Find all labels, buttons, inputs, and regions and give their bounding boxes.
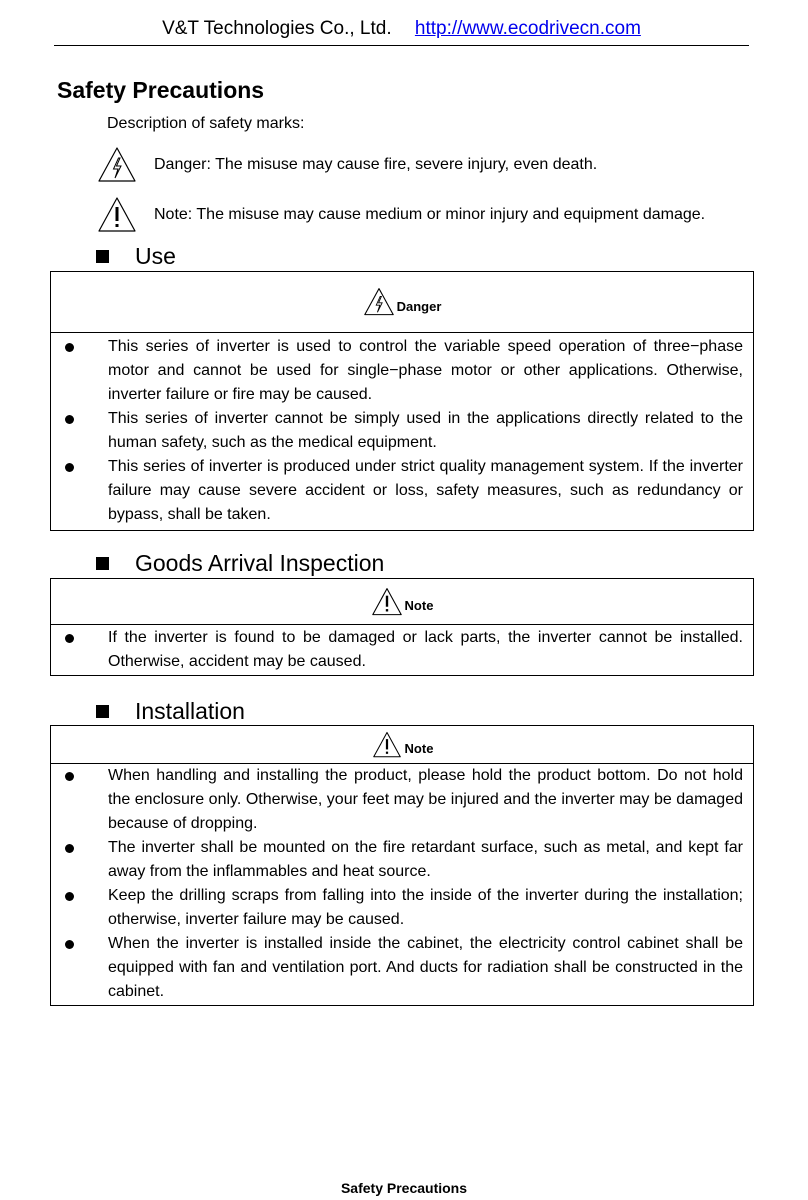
danger-mark-text: Danger: The misuse may cause fire, severe injury, even death. <box>154 156 598 173</box>
box-label: Note <box>404 741 434 756</box>
bullet-icon <box>65 940 74 949</box>
section-heading-installation <box>96 698 245 725</box>
goods-arrival-list <box>51 625 753 675</box>
bullet-icon <box>65 463 74 472</box>
goods-arrival-note-box <box>50 578 754 676</box>
box-header <box>51 272 753 333</box>
list-item <box>51 407 753 455</box>
list-item <box>51 932 753 1004</box>
use-list <box>51 333 753 530</box>
section-title: Installation <box>135 698 245 724</box>
note-mark-text: Note: The misuse may cause medium or minor injury and equipment damage. <box>154 206 706 223</box>
page-header <box>54 14 749 46</box>
list-item-text: When the inverter is installed inside the cabinet, the electricity control cabinet shall be equipped with fan and ventilation port. And ducts for radiation shall be constructed in the cabinet. <box>108 935 743 1000</box>
exclamation-warning-icon <box>371 587 403 617</box>
bullet-icon <box>65 844 74 853</box>
list-item-text: When handling and installing the product, please hold the product bottom. Do not hold the enclosure only. Otherwise, your feet may be injured and the inverter may be damaged because of dropping. <box>108 767 743 832</box>
bullet-icon <box>65 772 74 781</box>
bullet-icon <box>65 892 74 901</box>
list-item-text: This series of inverter cannot be simply used in the applications directly related to the human safety, such as the medical equipment. <box>108 410 743 451</box>
list-item <box>51 626 753 674</box>
square-bullet-icon <box>96 557 109 570</box>
use-danger-box <box>50 271 754 531</box>
installation-list <box>51 764 753 1005</box>
box-label: Note <box>404 598 434 613</box>
safety-marks-description: Description of safety marks: <box>107 115 305 132</box>
section-title: Use <box>135 243 176 269</box>
square-bullet-icon <box>96 250 109 263</box>
bullet-icon <box>65 634 74 643</box>
list-item <box>51 335 753 407</box>
high-voltage-warning-icon <box>363 287 395 317</box>
box-label: Danger <box>396 298 442 314</box>
section-heading-goods-arrival <box>96 550 384 577</box>
high-voltage-warning-icon <box>97 146 137 184</box>
list-item-text: The inverter shall be mounted on the fire retardant surface, such as metal, and kept far away from the inflammables and heat source. <box>108 839 743 880</box>
exclamation-warning-icon <box>371 731 403 759</box>
bullet-icon <box>65 343 74 352</box>
danger-mark-legend <box>97 145 598 185</box>
section-title: Goods Arrival Inspection <box>135 550 385 576</box>
exclamation-warning-icon <box>97 196 137 234</box>
company-name: V&T Technologies Co., Ltd. <box>162 18 392 39</box>
installation-note-box <box>50 725 754 1006</box>
section-heading-use <box>96 243 176 270</box>
list-item-text: If the inverter is found to be damaged or lack parts, the inverter cannot be installed. Otherwise, accident may be caused. <box>108 629 743 670</box>
square-bullet-icon <box>96 705 109 718</box>
list-item-text: This series of inverter is used to control the variable speed operation of three−phase motor and cannot be used for single−phase motor or other applications. Otherwise, inverter failure or fire may be caused. <box>108 338 743 403</box>
website-link[interactable]: http://www.ecodrivecn.com <box>414 18 641 39</box>
bullet-icon <box>65 415 74 424</box>
list-item <box>51 764 753 836</box>
page-title: Safety Precautions <box>57 77 265 103</box>
list-item <box>51 884 753 932</box>
list-item-text: Keep the drilling scraps from falling into the inside of the inverter during the installation; otherwise, inverter failure may be caused. <box>108 887 743 928</box>
box-header <box>51 726 753 764</box>
note-mark-legend <box>97 195 706 235</box>
list-item <box>51 836 753 884</box>
page-footer: Safety Precautions <box>340 1180 468 1196</box>
box-header <box>51 579 753 625</box>
list-item-text: This series of inverter is produced under strict quality management system. If the inverter failure may cause severe accident or loss, safety measures, such as redundancy or bypass, shall be taken. <box>108 458 743 523</box>
list-item <box>51 455 753 527</box>
